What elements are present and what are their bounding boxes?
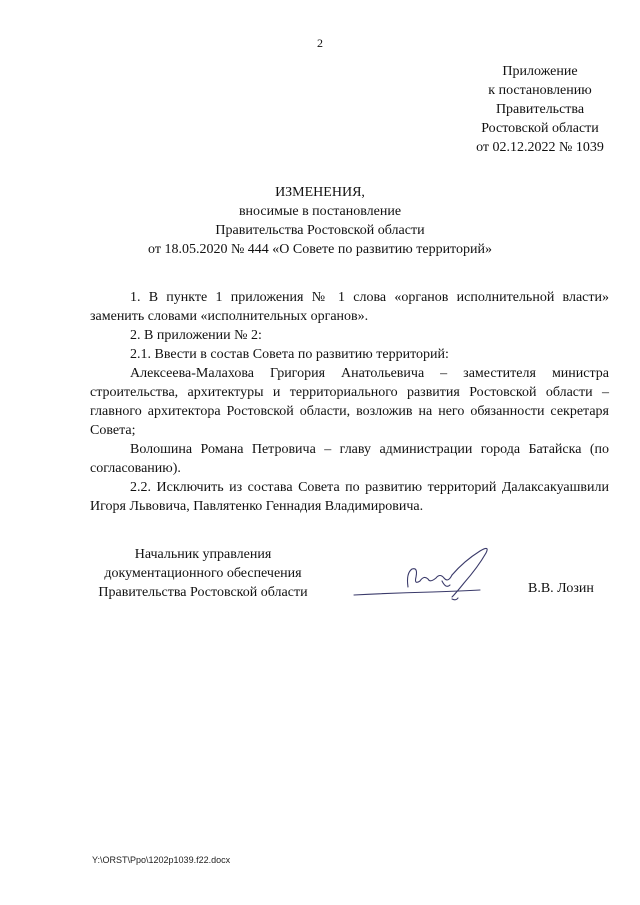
- paragraph-item-2: 2. В приложении № 2:: [130, 328, 262, 343]
- paragraph-person-2: Волошина Романа Петровича – главу администрации города Батайска (по согласованию).: [90, 442, 609, 476]
- signatory-title-line: документационного обеспечения: [104, 566, 302, 581]
- appendix-block: [440, 62, 640, 157]
- handwritten-signature: [352, 545, 512, 605]
- signatory-title: [88, 545, 318, 602]
- signatory-name: В.В. Лозин: [528, 581, 594, 596]
- signature-block: [0, 545, 640, 615]
- appendix-line: Ростовской области: [481, 121, 599, 136]
- heading-line: от 18.05.2020 № 444 «О Совете по развитию территорий»: [148, 242, 492, 257]
- paragraph-person-1: Алексеева-Малахова Григория Анатольевича – заместителя министра строительства, архитектуры и территориального развития Ростовской области – главного архитектора Ростовской области, возложив на него обязанности секретаря Совета;: [90, 366, 609, 438]
- appendix-line: к постановлению: [488, 83, 592, 98]
- appendix-line: Правительства: [495, 102, 585, 117]
- heading-line: вносимые в постановление: [238, 204, 402, 219]
- file-path: Y:\ORST\Ppo\1202p1039.f22.docx: [92, 855, 231, 865]
- document-body: [90, 288, 609, 516]
- paragraph-item-2-1: 2.1. Ввести в состав Совета по развитию территорий:: [130, 347, 449, 362]
- signatory-title-line: Правительства Ростовской области: [98, 585, 308, 600]
- heading-title: ИЗМЕНЕНИЯ,: [275, 185, 365, 200]
- signatory-title-line: Начальник управления: [134, 547, 272, 562]
- document-heading: [0, 183, 640, 259]
- appendix-line: от 02.12.2022 № 1039: [476, 140, 604, 155]
- page-number: 2: [317, 36, 323, 50]
- paragraph-item-2-2: 2.2. Исключить из состава Совета по развитию территорий Далаксакуашвили Игоря Львовича, Павлятенко Геннадия Владимировича.: [90, 480, 609, 514]
- paragraph-item-1: 1. В пункте 1 приложения № 1 слова «органов исполнительной власти» заменить словами «исполнительных органов».: [90, 290, 609, 324]
- heading-line: Правительства Ростовской области: [215, 223, 425, 238]
- appendix-line: Приложение: [502, 64, 578, 79]
